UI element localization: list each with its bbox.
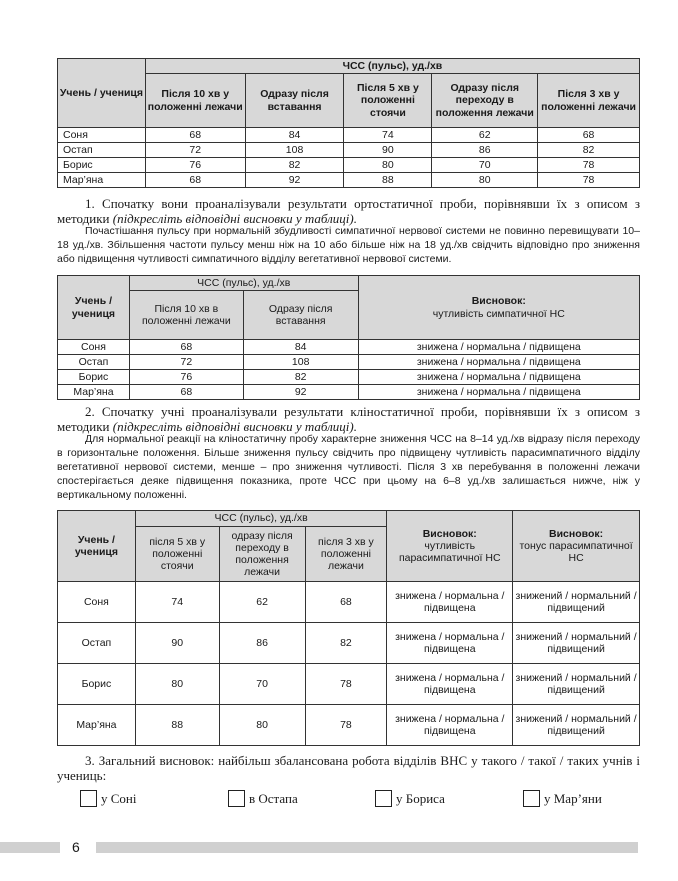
table-row [58, 355, 640, 370]
student-name: Остап [58, 143, 146, 158]
cell: 88 [135, 705, 219, 746]
header-conclusion: Висновок: чутливість симпатичної НС [358, 276, 639, 340]
task1-note: Почастішання пульсу при нормальній збудливості симпатичної нервової системи не повинно перевищувати 10–18 уд./хв. Збільшення частоти пульсу менш ніж на 10 або більше ніж на 18 уд./хв свідчить відповідно про зниження або підвищення чутливості симпатичного відділу вегетативної нервової системи. [57, 225, 640, 265]
header-conclusion-sensitivity: Висновок: чутливість парасимпатичної НС [387, 511, 513, 582]
table-row [58, 370, 640, 385]
cell: 108 [243, 355, 358, 370]
table-clinostatic [57, 510, 640, 746]
conclusion-choice[interactable]: знижена / нормальна / підвищена [387, 705, 513, 746]
cell: 80 [135, 664, 219, 705]
conclusion-choice[interactable]: знижена / нормальна / підвищена [358, 340, 639, 355]
header-col: Після 10 хв в положенні лежачи [129, 291, 243, 340]
student-name: Борис [58, 158, 146, 173]
header-col: Після 10 хв у положенні лежачи [145, 74, 245, 128]
header-col: Одразу після вставання [245, 74, 344, 128]
option-mariana[interactable]: у Мар’яни [523, 790, 602, 807]
cell: 82 [243, 370, 358, 385]
cell: 68 [129, 340, 243, 355]
checkbox[interactable] [375, 790, 392, 807]
header-col: одразу після переходу в положення лежачи [219, 527, 305, 582]
conclusion-choice[interactable]: знижений / нормальний / підвищений [513, 705, 640, 746]
cell: 82 [538, 143, 640, 158]
cell: 92 [245, 173, 344, 188]
header-heart-rate: ЧСС (пульс), уд./хв [135, 511, 387, 527]
cell: 82 [245, 158, 344, 173]
cell: 82 [305, 623, 387, 664]
cell: 90 [135, 623, 219, 664]
option-borys[interactable]: у Бориса [375, 790, 445, 807]
cell: 76 [129, 370, 243, 385]
table-orthostatic [57, 275, 640, 400]
table-row [58, 664, 640, 705]
page-number: 6 [72, 839, 80, 855]
cell: 86 [219, 623, 305, 664]
cell: 78 [538, 158, 640, 173]
cell: 84 [245, 128, 344, 143]
student-name: Соня [58, 340, 130, 355]
conclusion-choice[interactable]: знижена / нормальна / підвищена [387, 664, 513, 705]
cell: 68 [129, 385, 243, 400]
student-name: Остап [58, 355, 130, 370]
header-heart-rate: ЧСС (пульс), уд./хв [129, 276, 358, 291]
cell: 62 [219, 582, 305, 623]
header-col: після 3 хв у положенні лежачи [305, 527, 387, 582]
header-student: Учень / учениця [58, 511, 136, 582]
student-name: Соня [58, 128, 146, 143]
cell: 74 [344, 128, 432, 143]
task2-note: Для нормальної реакції на кліностатичну пробу характерне зниження ЧСС на 8–14 уд./хв відразу після переходу в горизонтальне положення. Більше зниження пульсу свідчить про підвищену чутливість парасимпатичного відділу вегетативної нервової системи, менше – про зниження чутливості. Після 3 хв перебування в положенні лежачи спостерігається деяке підвищення показника, проте ЧСС при цьому на 6–8 уд./хв залишається нижче, ніж у вертикальному положенні. [57, 433, 640, 501]
table-heart-rate [57, 58, 640, 188]
cell: 76 [145, 158, 245, 173]
header-col: Після 3 хв у положенні лежачи [538, 74, 640, 128]
student-name: Мар’яна [58, 385, 130, 400]
cell: 72 [129, 355, 243, 370]
option-sonia[interactable]: у Соні [80, 790, 137, 807]
cell: 68 [305, 582, 387, 623]
option-ostap[interactable]: в Остапа [228, 790, 298, 807]
conclusion-choice[interactable]: знижений / нормальний / підвищений [513, 582, 640, 623]
cell: 92 [243, 385, 358, 400]
header-col: Одразу після переходу в положення лежачи [432, 74, 538, 128]
conclusion-choice[interactable]: знижена / нормальна / підвищена [358, 370, 639, 385]
table-row [58, 143, 640, 158]
cell: 86 [432, 143, 538, 158]
cell: 68 [145, 128, 245, 143]
header-col: Після 5 хв у положенні стоячи [344, 74, 432, 128]
checkbox[interactable] [80, 790, 97, 807]
student-name: Остап [58, 623, 136, 664]
conclusion-choice[interactable]: знижена / нормальна / підвищена [387, 623, 513, 664]
table-row [58, 623, 640, 664]
header-conclusion-tone: Висновок: тонус парасимпатичної НС [513, 511, 640, 582]
header-heart-rate: ЧСС (пульс), уд./хв [145, 59, 639, 74]
student-name: Борис [58, 370, 130, 385]
cell: 80 [432, 173, 538, 188]
table-row [58, 582, 640, 623]
student-name: Мар’яна [58, 173, 146, 188]
cell: 70 [432, 158, 538, 173]
cell: 68 [145, 173, 245, 188]
cell: 90 [344, 143, 432, 158]
cell: 68 [538, 128, 640, 143]
checkbox[interactable] [228, 790, 245, 807]
cell: 72 [145, 143, 245, 158]
conclusion-choice[interactable]: знижена / нормальна / підвищена [358, 355, 639, 370]
footer-bar-right [96, 842, 638, 853]
task3-text: 3. Загальний висновок: найбільш збалансована робота відділів ВНС у такого / такої / таких учнів і учениць: [57, 753, 640, 783]
student-name: Борис [58, 664, 136, 705]
header-student: Учень / учениця [58, 276, 130, 340]
table-row [58, 705, 640, 746]
task2-text: 2. Спочатку учні проаналізували результати кліностатичної проби, порівнявши їх з описом з методики (підкресліть відповідні висновки у таблиці). [57, 404, 640, 434]
conclusion-choice[interactable]: знижений / нормальний / підвищений [513, 664, 640, 705]
cell: 80 [219, 705, 305, 746]
footer-bar-left [0, 842, 60, 853]
table-row [58, 158, 640, 173]
header-student: Учень / учениця [58, 59, 146, 128]
conclusion-choice[interactable]: знижений / нормальний / підвищений [513, 623, 640, 664]
student-name: Соня [58, 582, 136, 623]
table-row [58, 128, 640, 143]
cell: 70 [219, 664, 305, 705]
table-row [58, 340, 640, 355]
cell: 78 [305, 664, 387, 705]
cell: 78 [538, 173, 640, 188]
cell: 78 [305, 705, 387, 746]
table-row [58, 173, 640, 188]
cell: 74 [135, 582, 219, 623]
table-row [58, 385, 640, 400]
conclusion-choice[interactable]: знижена / нормальна / підвищена [387, 582, 513, 623]
cell: 62 [432, 128, 538, 143]
header-col: після 5 хв у положенні стоячи [135, 527, 219, 582]
student-name: Мар’яна [58, 705, 136, 746]
checkbox[interactable] [523, 790, 540, 807]
conclusion-choice[interactable]: знижена / нормальна / підвищена [358, 385, 639, 400]
cell: 80 [344, 158, 432, 173]
cell: 84 [243, 340, 358, 355]
cell: 108 [245, 143, 344, 158]
header-col: Одразу після вставання [243, 291, 358, 340]
cell: 88 [344, 173, 432, 188]
task1-text: 1. Спочатку вони проаналізували результати ортостатичної проби, порівнявши їх з описом з методики (підкресліть відповідні висновки у таблиці). [57, 196, 640, 226]
